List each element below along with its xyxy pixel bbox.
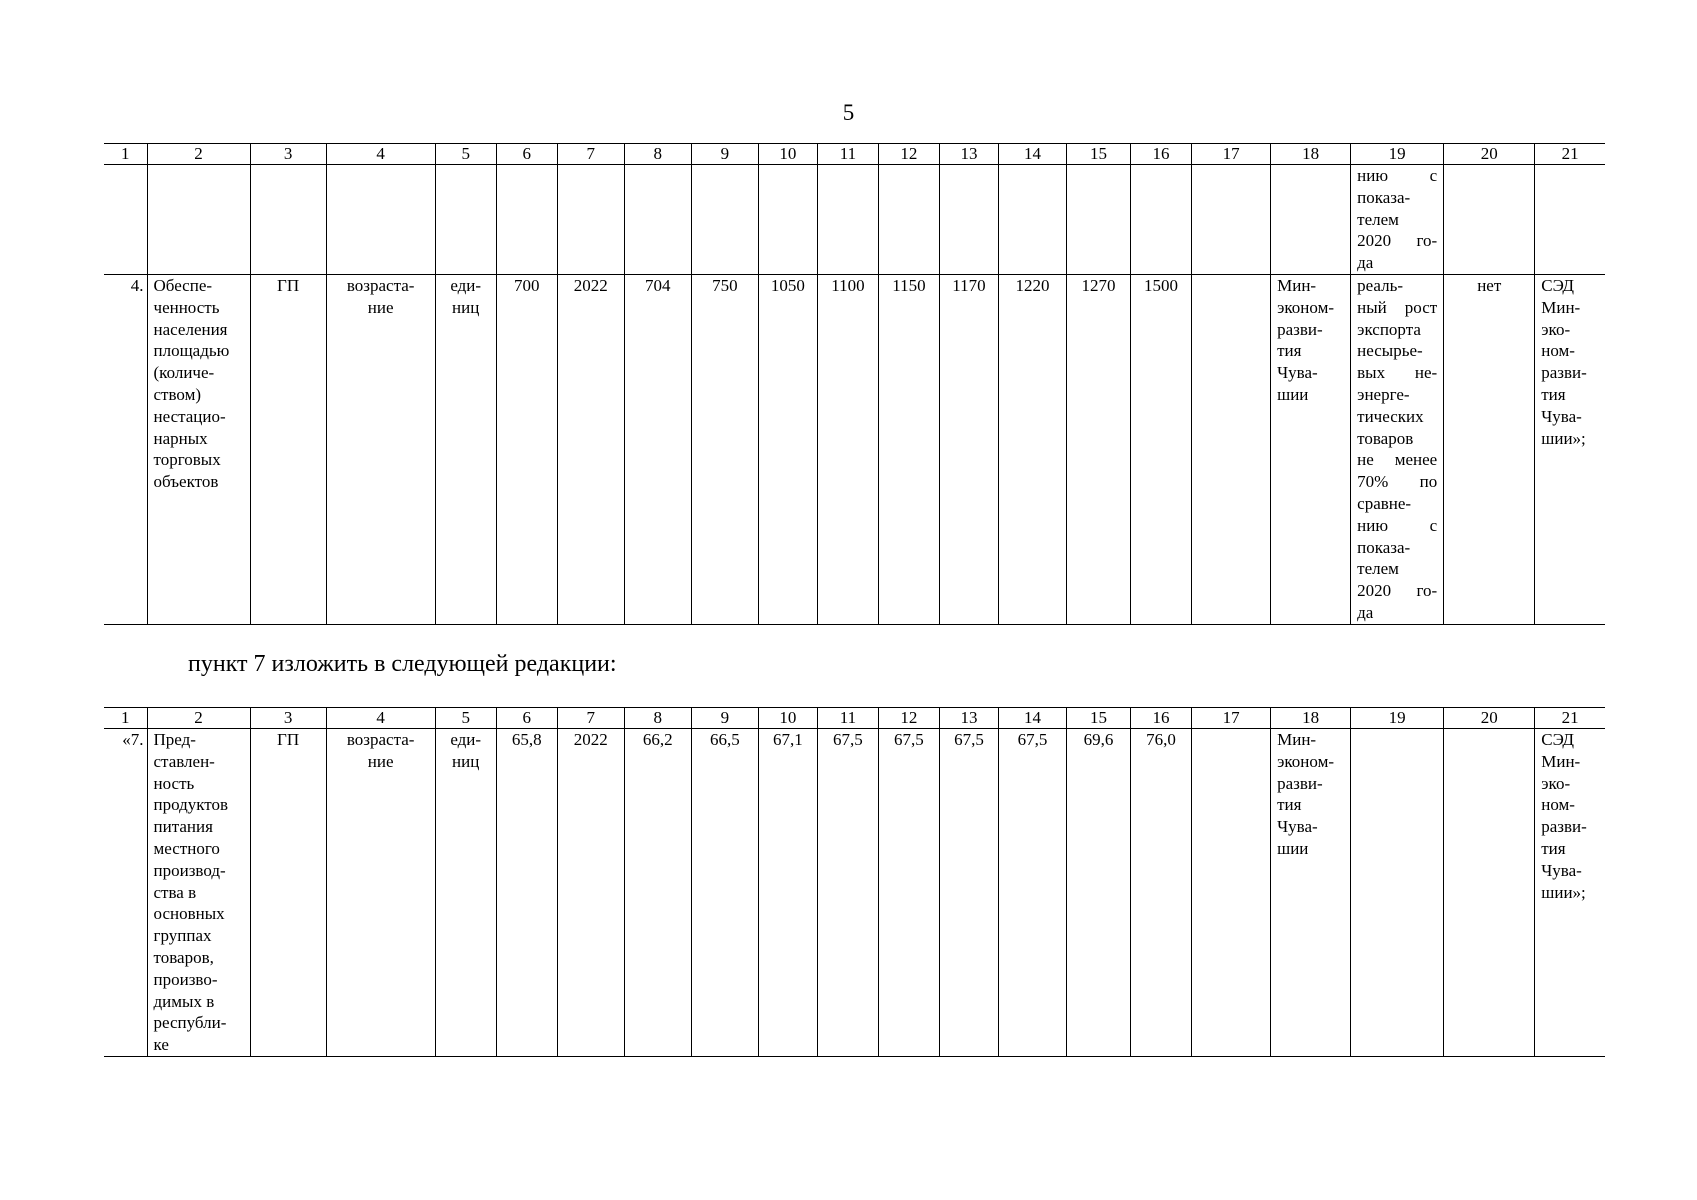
column-number: 5	[435, 144, 496, 165]
col17-cell	[1192, 729, 1271, 1057]
column-number: 6	[496, 144, 557, 165]
value-cell: 704	[624, 274, 691, 624]
column-number: 18	[1271, 708, 1351, 729]
trend: возраста- ние	[326, 274, 435, 624]
column-number: 15	[1067, 144, 1131, 165]
column-number: 1	[104, 144, 147, 165]
column-number: 11	[817, 144, 878, 165]
value-cell: 1270	[1067, 274, 1131, 624]
indicator-table-continued	[104, 143, 1605, 625]
responsible-body: Мин- эконом- разви- тия Чува- шии	[1271, 274, 1351, 624]
column-number: 14	[998, 144, 1066, 165]
column-number: 16	[1131, 144, 1192, 165]
indicator-name: Пред- ставлен- ность продуктов питания местного производ- ства в основных группах товаров, произво- димых в республи- ке	[147, 729, 250, 1057]
column-number: 9	[691, 144, 758, 165]
value-cell: 2022	[557, 274, 624, 624]
column-number: 3	[250, 708, 326, 729]
value-cell: 66,2	[624, 729, 691, 1057]
column-number-row	[104, 144, 1605, 165]
col20-cell	[1444, 729, 1535, 1057]
value-cell: 1220	[998, 274, 1066, 624]
column-number: 12	[878, 708, 939, 729]
target-description: реаль- ный рост экспорта несырье- вых не- энерге- тических товаров не менее 70% по сравне- нию с показа- телем 2020 го- да	[1351, 274, 1444, 624]
program-type: ГП	[250, 729, 326, 1057]
column-number: 4	[326, 144, 435, 165]
value-cell: 1050	[758, 274, 817, 624]
column-number: 21	[1535, 708, 1605, 729]
continuation-cell-col19: нию с показа- телем 2020 го- да	[1351, 165, 1444, 275]
row-number: «7.	[104, 729, 147, 1057]
responsible-body: Мин- эконом- разви- тия Чува- шии	[1271, 729, 1351, 1057]
column-number: 19	[1351, 708, 1444, 729]
value-cell: 67,5	[817, 729, 878, 1057]
table-row	[104, 274, 1605, 624]
page-number: 5	[842, 100, 855, 125]
unit: еди- ниц	[435, 274, 496, 624]
value-cell: 1170	[939, 274, 998, 624]
column-number: 7	[557, 708, 624, 729]
column-number: 15	[1067, 708, 1131, 729]
target-description	[1351, 729, 1444, 1057]
value-cell: 1150	[878, 274, 939, 624]
data-source: СЭД Мин- эко- ном- разви- тия Чува- шии»;	[1535, 274, 1605, 624]
column-number: 1	[104, 708, 147, 729]
column-number: 13	[939, 708, 998, 729]
column-number: 8	[624, 708, 691, 729]
table-row	[104, 729, 1605, 1057]
column-number: 14	[998, 708, 1066, 729]
continuation-row	[104, 165, 1605, 275]
column-number: 20	[1444, 144, 1535, 165]
column-number: 2	[147, 708, 250, 729]
column-number: 6	[496, 708, 557, 729]
column-number: 3	[250, 144, 326, 165]
column-number: 16	[1131, 708, 1192, 729]
column-number: 10	[758, 144, 817, 165]
column-number: 2	[147, 144, 250, 165]
indicator-name: Обеспе- ченность населения площадью (количе- ством) нестацио- нарных торговых объектов	[147, 274, 250, 624]
column-number: 18	[1271, 144, 1351, 165]
column-number: 20	[1444, 708, 1535, 729]
column-number: 9	[691, 708, 758, 729]
value-cell: 67,5	[998, 729, 1066, 1057]
value-cell: 700	[496, 274, 557, 624]
value-cell: 69,6	[1067, 729, 1131, 1057]
value-cell: 2022	[557, 729, 624, 1057]
unit: еди- ниц	[435, 729, 496, 1057]
col17-cell	[1192, 274, 1271, 624]
row-number: 4.	[104, 274, 147, 624]
column-number: 17	[1192, 144, 1271, 165]
column-number: 8	[624, 144, 691, 165]
column-number: 17	[1192, 708, 1271, 729]
value-cell: 67,5	[878, 729, 939, 1057]
value-cell: 67,1	[758, 729, 817, 1057]
value-cell: 66,5	[691, 729, 758, 1057]
column-number: 21	[1535, 144, 1605, 165]
column-number: 5	[435, 708, 496, 729]
value-cell: 1500	[1131, 274, 1192, 624]
col20-cell: нет	[1444, 274, 1535, 624]
data-source: СЭД Мин- эко- ном- разви- тия Чува- шии»;	[1535, 729, 1605, 1057]
indicator-table-amended	[104, 707, 1605, 1057]
column-number: 4	[326, 708, 435, 729]
value-cell: 76,0	[1131, 729, 1192, 1057]
column-number: 11	[817, 708, 878, 729]
value-cell: 750	[691, 274, 758, 624]
column-number: 13	[939, 144, 998, 165]
column-number: 19	[1351, 144, 1444, 165]
column-number: 12	[878, 144, 939, 165]
amendment-heading: пункт 7 изложить в следующей редакции:	[188, 651, 617, 677]
value-cell: 67,5	[939, 729, 998, 1057]
program-type: ГП	[250, 274, 326, 624]
value-cell: 1100	[817, 274, 878, 624]
column-number: 7	[557, 144, 624, 165]
value-cell: 65,8	[496, 729, 557, 1057]
column-number-row	[104, 708, 1605, 729]
column-number: 10	[758, 708, 817, 729]
trend: возраста- ние	[326, 729, 435, 1057]
